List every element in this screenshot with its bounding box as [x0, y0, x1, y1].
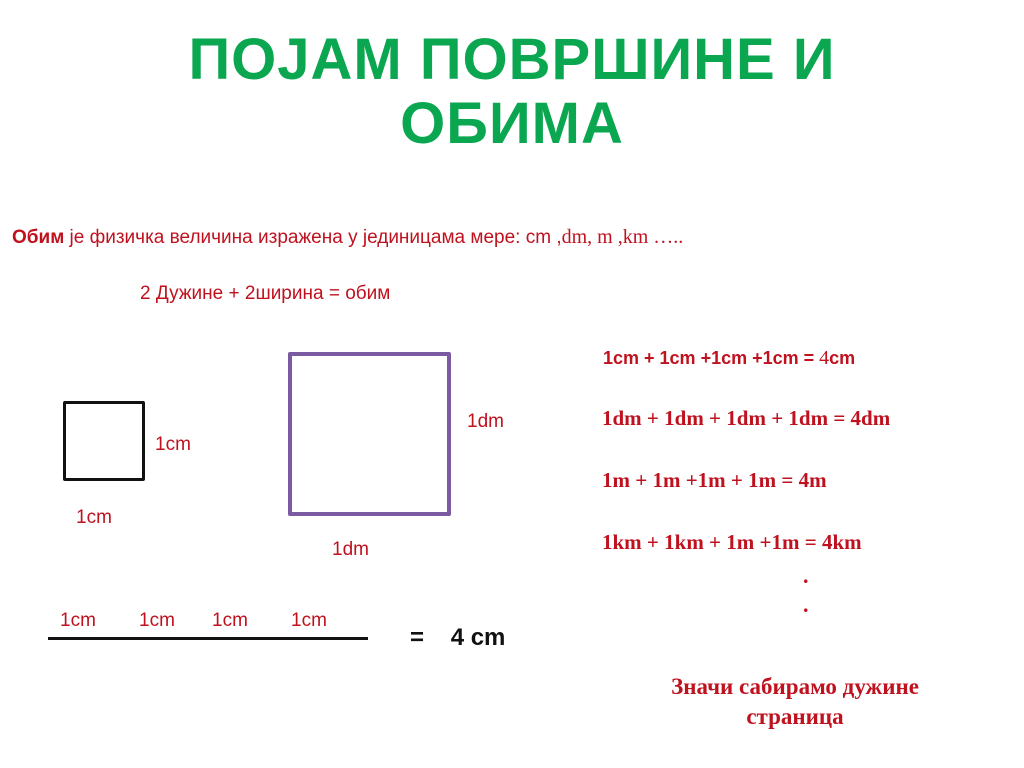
title-line-1: ПОЈАМ ПОВРШИНЕ И: [188, 27, 836, 92]
equation-cm: [603, 347, 855, 370]
segment-label-4: 1cm: [291, 610, 327, 631]
equation-dm: 1dm + 1dm + 1dm + 1dm = 4dm: [602, 406, 891, 430]
continuation-dot-2: .: [803, 592, 809, 617]
definition-units: dm, m ,km …..: [561, 226, 684, 248]
definition-term: Обим: [12, 227, 65, 248]
page-title: [0, 28, 1024, 156]
equation-cm-left: 1cm + 1cm +1cm +1cm =: [603, 348, 820, 368]
equation-m: 1m + 1m +1m + 1m = 4m: [602, 468, 827, 492]
equation-cm-unit: cm: [829, 348, 856, 368]
small-square: [63, 401, 145, 481]
segment-line: [48, 637, 368, 640]
large-square-bottom-label: 1dm: [332, 539, 369, 560]
segment-total: = 4 cm: [410, 624, 506, 651]
definition-text: [12, 226, 683, 249]
conclusion-line-1: Значи сабирамо дужине: [671, 674, 919, 699]
segment-label-1: 1cm: [60, 610, 96, 631]
continuation-dot-1: .: [803, 563, 809, 588]
conclusion-text: [600, 672, 990, 732]
small-square-side-label: 1cm: [155, 434, 191, 455]
large-square: [288, 352, 451, 516]
equation-cm-number: 4: [819, 347, 830, 369]
definition-body: је физичка величина изражена у јединицама мере: cm ,: [64, 227, 562, 248]
segment-label-3: 1cm: [212, 610, 248, 631]
segment-label-2: 1cm: [139, 610, 175, 631]
conclusion-line-2: страница: [746, 704, 844, 729]
perimeter-formula: 2 Дужине + 2ширина = обим: [140, 283, 391, 304]
equation-km: 1km + 1km + 1m +1m = 4km: [602, 530, 862, 554]
small-square-bottom-label: 1cm: [76, 507, 112, 528]
large-square-side-label: 1dm: [467, 411, 504, 432]
title-line-2: ОБИМА: [400, 91, 624, 156]
